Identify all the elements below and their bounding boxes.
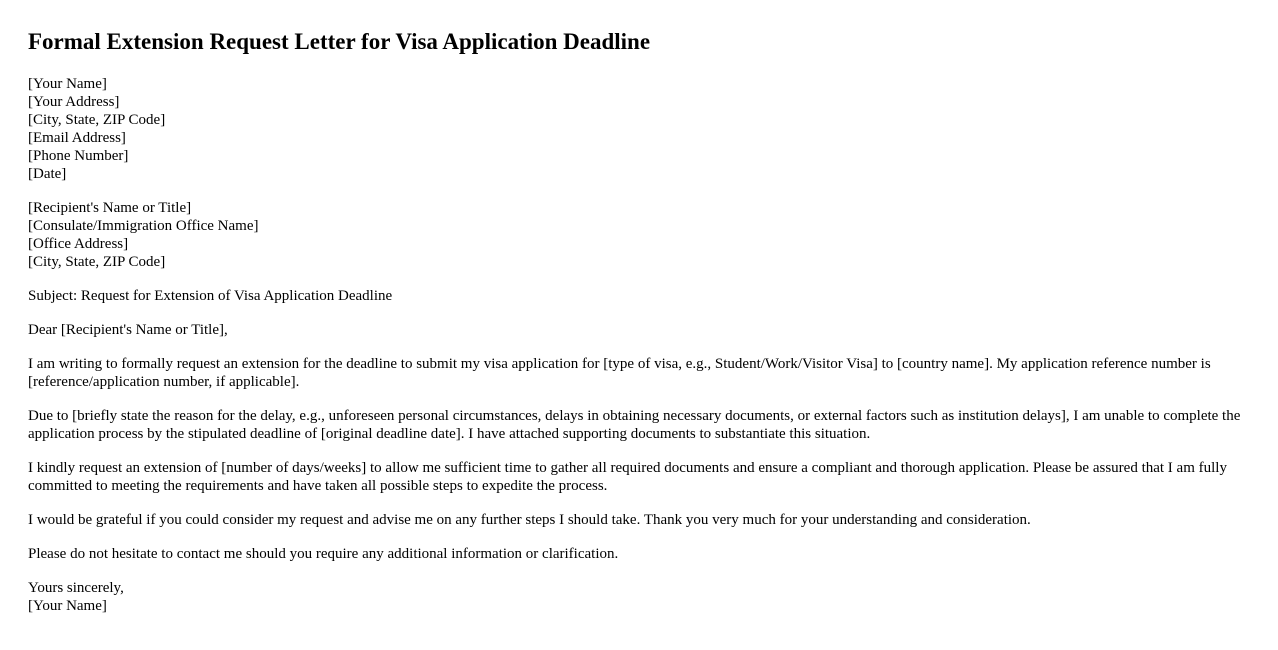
signature-name: [Your Name] bbox=[28, 598, 107, 614]
valediction: Yours sincerely, bbox=[28, 580, 124, 596]
sender-address-block bbox=[28, 75, 1250, 183]
recipient-address-block bbox=[28, 199, 1250, 271]
recipient-city-state-zip: [City, State, ZIP Code] bbox=[28, 254, 166, 270]
body-paragraph: I am writing to formally request an extension for the deadline to submit my visa application for [type of visa, e.g., Student/Work/Visitor Visa] to [country name]. My application reference number is [reference/application number, if applicable]. bbox=[28, 356, 1211, 390]
subject-line: Subject: Request for Extension of Visa Application Deadline bbox=[28, 288, 393, 304]
recipient-name: [Recipient's Name or Title] bbox=[28, 200, 192, 216]
recipient-address: [Office Address] bbox=[28, 236, 129, 252]
letter-date: [Date] bbox=[28, 166, 67, 182]
body-paragraph: I would be grateful if you could consider my request and advise me on any further steps I should take. Thank you very much for your understanding and consideration. bbox=[28, 512, 1031, 528]
sender-email: [Email Address] bbox=[28, 130, 126, 146]
closing-block bbox=[28, 579, 1250, 615]
body-paragraph: Please do not hesitate to contact me should you require any additional information or clarification. bbox=[28, 546, 619, 562]
body-paragraph: I kindly request an extension of [number of days/weeks] to allow me sufficient time to gather all required documents and ensure a compliant and thorough application. Please be assured that I am fully committed to meeting the requirements and have taken all possible steps to expedite the process. bbox=[28, 460, 1227, 494]
sender-city-state-zip: [City, State, ZIP Code] bbox=[28, 112, 166, 128]
page-title: Formal Extension Request Letter for Visa Application Deadline bbox=[28, 29, 651, 54]
salutation: Dear [Recipient's Name or Title], bbox=[28, 322, 228, 338]
sender-phone: [Phone Number] bbox=[28, 148, 129, 164]
recipient-office: [Consulate/Immigration Office Name] bbox=[28, 218, 259, 234]
sender-name: [Your Name] bbox=[28, 76, 107, 92]
body-paragraph: Due to [briefly state the reason for the delay, e.g., unforeseen personal circumstances, delays in obtaining necessary documents, or external factors such as institution delays], I am unable to complete the application process by the stipulated deadline of [original deadline date]. I have attached supporting documents to substantiate this situation. bbox=[28, 408, 1241, 442]
sender-address: [Your Address] bbox=[28, 94, 120, 110]
